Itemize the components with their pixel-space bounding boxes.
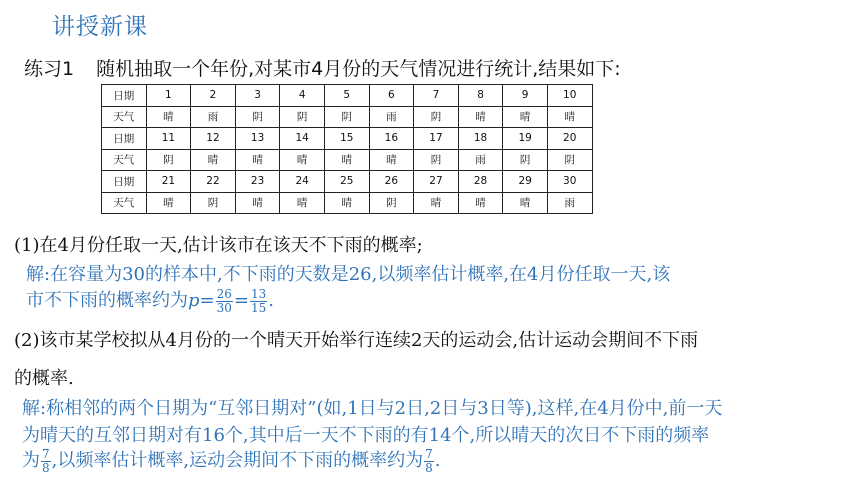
table-cell: 1 <box>146 85 191 107</box>
fraction-numerator: 26 <box>216 286 232 301</box>
table-cell: 12 <box>191 128 236 150</box>
table-cell: 阴 <box>235 106 280 128</box>
table-cell: 11 <box>146 128 191 150</box>
table-cell: 16 <box>369 128 414 150</box>
table-cell: 6 <box>369 85 414 107</box>
fraction-denominator: 30 <box>216 300 232 315</box>
section-title: 讲授新课 <box>52 14 148 40</box>
table-cell: 晴 <box>324 149 369 171</box>
table-cell: 晴 <box>235 192 280 214</box>
table-cell: 晴 <box>503 106 548 128</box>
table-cell: 晴 <box>547 106 592 128</box>
exercise-intro <box>24 54 621 81</box>
table-cell: 晴 <box>369 149 414 171</box>
table-cell: 雨 <box>547 192 592 214</box>
table-cell: 27 <box>414 171 459 193</box>
equals-sign: = <box>199 290 215 311</box>
p-variable: p <box>188 290 200 311</box>
fraction-denominator: 15 <box>251 300 267 315</box>
table-cell: 阴 <box>191 192 236 214</box>
table-cell: 9 <box>503 85 548 107</box>
answer-2-prefix: 为 <box>22 450 40 471</box>
table-cell: 晴 <box>458 192 503 214</box>
table-cell: 阴 <box>503 149 548 171</box>
table-cell: 23 <box>235 171 280 193</box>
table-cell: 阴 <box>547 149 592 171</box>
answer-2-line-2: 为晴天的互邻日期对有16个,其中后一天不下雨的有14个,所以晴天的次日不下雨的频率 <box>22 425 710 446</box>
fraction-numerator: 7 <box>425 446 433 461</box>
row-header: 日期 <box>102 128 147 150</box>
table-cell: 阴 <box>146 149 191 171</box>
table-cell: 14 <box>280 128 325 150</box>
fraction-26-30 <box>216 288 233 315</box>
table-cell: 7 <box>414 85 459 107</box>
answer-2-line-3 <box>22 446 440 475</box>
table-cell: 4 <box>280 85 325 107</box>
row-header: 天气 <box>102 149 147 171</box>
table-row <box>102 128 593 150</box>
fraction-numerator: 13 <box>251 286 267 301</box>
table-cell: 阴 <box>369 192 414 214</box>
table-cell: 18 <box>458 128 503 150</box>
table-row <box>102 106 593 128</box>
table-cell: 29 <box>503 171 548 193</box>
row-header: 日期 <box>102 171 147 193</box>
answer-2-text: ,以频率估计概率,运动会期间不下雨的概率约为 <box>51 450 424 471</box>
table-cell: 晴 <box>191 149 236 171</box>
fraction-numerator: 7 <box>42 446 50 461</box>
equals-sign: = <box>233 290 249 311</box>
table-cell: 2 <box>191 85 236 107</box>
table-cell: 晴 <box>503 192 548 214</box>
table-cell: 晴 <box>324 192 369 214</box>
table-cell: 雨 <box>191 106 236 128</box>
exercise-label: 练习1 <box>24 58 75 80</box>
fraction-denominator: 8 <box>42 460 50 475</box>
table-cell: 晴 <box>235 149 280 171</box>
answer-1-text: 市不下雨的概率约为 <box>26 290 188 311</box>
row-header: 天气 <box>102 192 147 214</box>
fraction-7-8 <box>41 448 51 475</box>
table-cell: 20 <box>547 128 592 150</box>
table-cell: 21 <box>146 171 191 193</box>
table-cell: 22 <box>191 171 236 193</box>
table-cell: 阴 <box>414 106 459 128</box>
answer-1-line-1: 解:在容量为30的样本中,不下雨的天数是26,以频率估计概率,在4月份任取一天,该 <box>26 264 671 285</box>
table-cell: 13 <box>235 128 280 150</box>
table-cell: 雨 <box>369 106 414 128</box>
table-cell: 晴 <box>280 192 325 214</box>
table-cell: 10 <box>547 85 592 107</box>
table-cell: 19 <box>503 128 548 150</box>
table-row <box>102 149 593 171</box>
fraction-13-15 <box>250 288 267 315</box>
table-cell: 阴 <box>324 106 369 128</box>
table-cell: 15 <box>324 128 369 150</box>
question-1: (1)在4月份任取一天,估计该市在该天不下雨的概率; <box>14 235 423 256</box>
table-cell: 晴 <box>146 106 191 128</box>
table-row <box>102 85 593 107</box>
table-cell: 阴 <box>280 106 325 128</box>
question-2-line-2: 的概率. <box>14 368 74 389</box>
table-cell: 3 <box>235 85 280 107</box>
period: . <box>268 290 275 311</box>
table-cell: 晴 <box>280 149 325 171</box>
fraction-denominator: 8 <box>425 460 433 475</box>
table-cell: 晴 <box>414 192 459 214</box>
table-cell: 25 <box>324 171 369 193</box>
table-cell: 28 <box>458 171 503 193</box>
table-cell: 雨 <box>458 149 503 171</box>
answer-2-line-1: 解:称相邻的两个日期为“互邻日期对”(如,1日与2日,2日与3日等),这样,在4月份中,前一天 <box>22 398 723 419</box>
table-cell: 30 <box>547 171 592 193</box>
table-cell: 26 <box>369 171 414 193</box>
row-header: 天气 <box>102 106 147 128</box>
fraction-7-8 <box>424 448 434 475</box>
table-cell: 晴 <box>146 192 191 214</box>
table-cell: 8 <box>458 85 503 107</box>
table-cell: 阴 <box>414 149 459 171</box>
exercise-text: 随机抽取一个年份,对某市4月份的天气情况进行统计,结果如下: <box>96 58 621 80</box>
table-row <box>102 192 593 214</box>
question-2-line-1: (2)该市某学校拟从4月份的一个晴天开始举行连续2天的运动会,估计运动会期间不下雨 <box>14 330 699 351</box>
table-cell: 5 <box>324 85 369 107</box>
table-cell: 晴 <box>458 106 503 128</box>
row-header: 日期 <box>102 85 147 107</box>
table-cell: 17 <box>414 128 459 150</box>
answer-1-line-2 <box>26 286 274 315</box>
period: . <box>434 450 441 471</box>
table-row <box>102 171 593 193</box>
weather-table <box>101 84 593 214</box>
table-cell: 24 <box>280 171 325 193</box>
